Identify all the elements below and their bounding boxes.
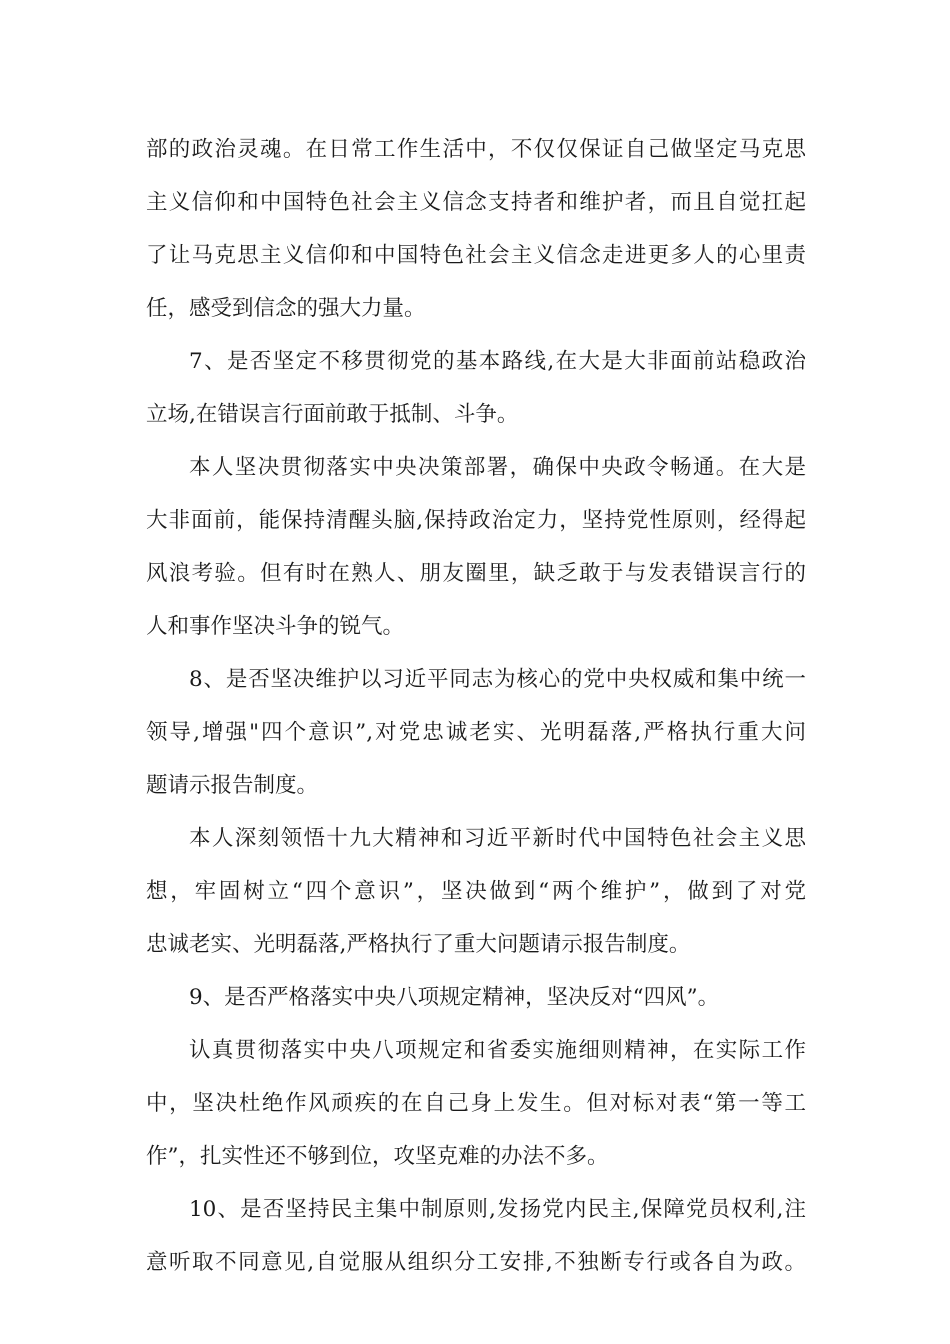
- text-line: 作”，扎实性还不够到位，攻坚克难的办法不多。: [146, 1144, 609, 1169]
- text-line: 部的政治灵魂。在日常工作生活中，不仅仅保证自己做坚定马克思: [146, 137, 806, 162]
- answer-line: 认真贯彻落实中央八项规定和省委实施细则精神，在实际工作: [189, 1038, 806, 1063]
- question-heading: 9、是否严格落实中央八项规定精神，坚决反对“四风”。: [189, 985, 720, 1010]
- question-heading: 8、是否坚决维护以习近平同志为核心的党中央权威和集中统一: [189, 667, 806, 692]
- text-line: 主义信仰和中国特色社会主义信念支持者和维护者，而且自觉扛起: [146, 190, 806, 215]
- text-line: 人和事作坚决斗争的锐气。: [146, 614, 405, 639]
- question-heading: 7、是否坚定不移贯彻党的基本路线,在大是大非面前站稳政治: [189, 349, 806, 374]
- text-line: 中，坚决杜绝作风顽疾的在自己身上发生。但对标对表“第一等工: [146, 1091, 806, 1116]
- answer-line: 本人坚决贯彻落实中央决策部署，确保中央政令畅通。在大是: [189, 455, 806, 480]
- text-line: 了让马克思主义信仰和中国特色社会主义信念走进更多人的心里责: [146, 243, 806, 268]
- text-line: 意听取不同意见,自觉服从组织分工安排,不独断专行或各自为政。: [146, 1250, 806, 1275]
- question-heading: 10、是否坚持民主集中制原则,发扬党内民主,保障党员权利,注: [189, 1197, 806, 1222]
- text-line: 题请示报告制度。: [146, 773, 319, 798]
- text-line: 想，牢固树立“四个意识”，坚决做到“两个维护”，做到了对党: [146, 879, 806, 904]
- text-line: 任，感受到信念的强大力量。: [146, 296, 426, 321]
- text-line: 忠诚老实、光明磊落,严格执行了重大问题请示报告制度。: [146, 932, 691, 957]
- text-line: 大非面前，能保持清醒头脑,保持政治定力，坚持党性原则，经得起: [146, 508, 806, 533]
- text-line: 风浪考验。但有时在熟人、朋友圈里，缺乏敢于与发表错误言行的: [146, 561, 806, 586]
- answer-line: 本人深刻领悟十九大精神和习近平新时代中国特色社会主义思: [189, 826, 806, 851]
- text-line: 立场,在错误言行面前敢于抵制、斗争。: [146, 402, 519, 427]
- text-line: 领导,增强"四个意识”,对党忠诚老实、光明磊落,严格执行重大问: [146, 720, 806, 745]
